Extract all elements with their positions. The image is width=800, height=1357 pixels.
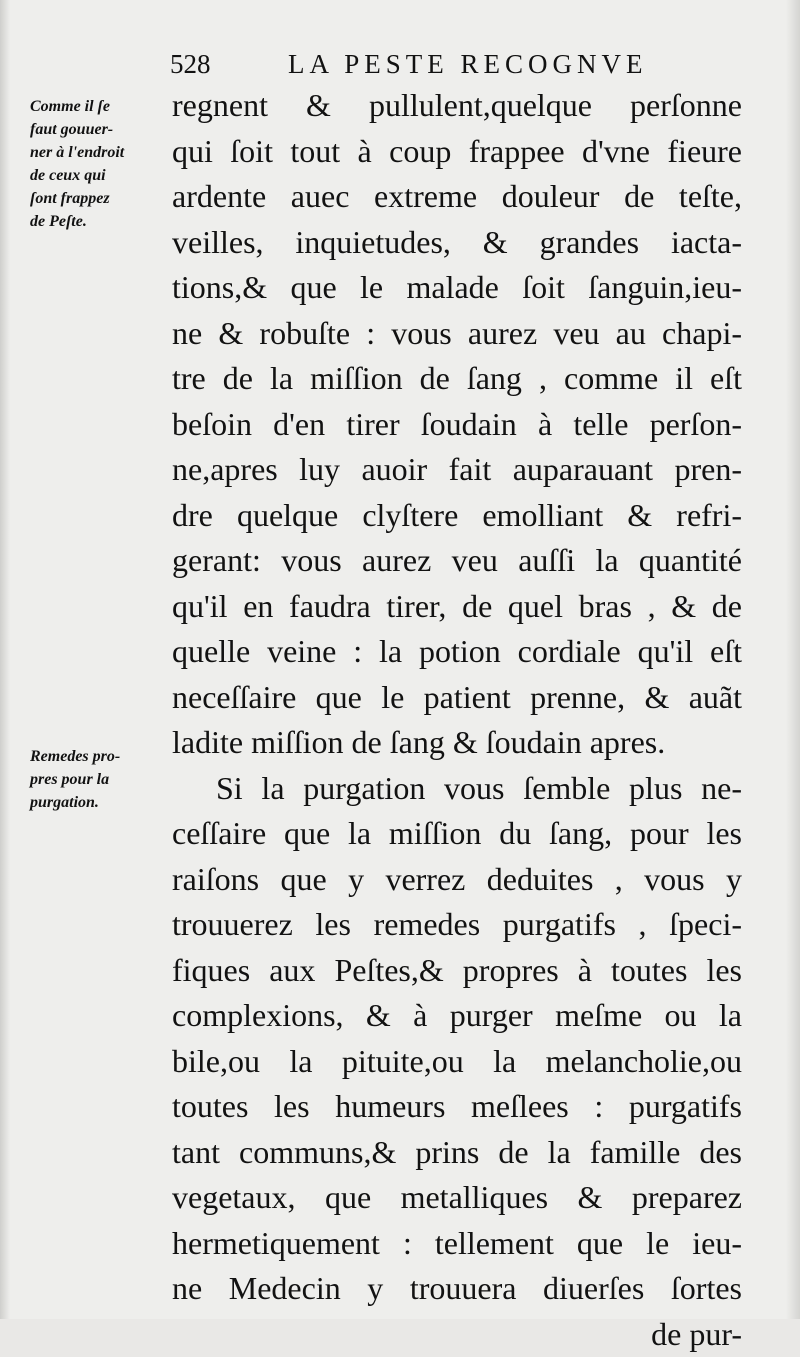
- text-line: ne,apres luy auoir fait auparauant pren-: [172, 447, 742, 493]
- page-left-edge-shadow: [0, 0, 10, 1319]
- text-line: tions,& que le malade ſoit ſanguin,ieu-: [172, 265, 742, 311]
- text-line: ne & robuſte : vous aurez veu au chapi-: [172, 311, 742, 357]
- margin-note-line: Remedes pro-: [30, 745, 170, 768]
- text-line: vegetaux, que metalliques & preparez: [172, 1175, 742, 1221]
- text-line: bile,ou la pituite,ou la melancholie,ou: [172, 1039, 742, 1085]
- text-line: gerant: vous aurez veu auſſi la quantité: [172, 538, 742, 584]
- text-line: raiſons que y verrez deduites , vous y: [172, 857, 742, 903]
- text-line: neceſſaire que le patient prenne, & auãt: [172, 675, 742, 721]
- margin-note-line: de Peſte.: [30, 210, 170, 233]
- margin-note-gouverner: [30, 95, 170, 233]
- margin-note-line: ner à l'endroit: [30, 141, 170, 164]
- text-line: fiques aux Peſtes,& propres à toutes les: [172, 948, 742, 994]
- text-line: tre de la miſſion de ſang , comme il eſt: [172, 356, 742, 402]
- body-text: [172, 83, 742, 1357]
- margin-note-line: Comme il ſe: [30, 95, 170, 118]
- margin-note-line: ſont frappez: [30, 187, 170, 210]
- text-line: dre quelque clyſtere emolliant & refri-: [172, 493, 742, 539]
- page-right-edge-shadow: [786, 0, 800, 1319]
- text-line: complexions, & à purger meſme ou la: [172, 993, 742, 1039]
- text-line: toutes les humeurs meſlees : purgatifs: [172, 1084, 742, 1130]
- text-line: regnent & pullulent,quelque perſonne: [172, 83, 742, 129]
- text-line: qu'il en faudra tirer, de quel bras , & de: [172, 584, 742, 630]
- page-number: 528: [170, 44, 211, 84]
- text-line: quelle veine : la potion cordiale qu'il eſt: [172, 629, 742, 675]
- text-line: trouuerez les remedes purgatifs , ſpeci-: [172, 902, 742, 948]
- text-line: Si la purgation vous ſemble plus ne-: [172, 766, 742, 812]
- text-line: ladite miſſion de ſang & ſoudain apres.: [172, 720, 742, 766]
- text-line: qui ſoit tout à coup frappee d'vne fieure: [172, 129, 742, 175]
- margin-note-line: pres pour la: [30, 768, 170, 791]
- text-line: veilles, inquietudes, & grandes iacta-: [172, 220, 742, 266]
- text-line: ardente auec extreme douleur de teſte,: [172, 174, 742, 220]
- running-head: [170, 44, 770, 84]
- margin-note-line: faut gouuer-: [30, 118, 170, 141]
- running-title: LA PESTE RECOGNVE: [288, 44, 648, 84]
- text-line: ceſſaire que la miſſion du ſang, pour les: [172, 811, 742, 857]
- text-line: ne Medecin y trouuera diuerſes ſortes: [172, 1266, 742, 1312]
- text-line: hermetiquement : tellement que le ieu-: [172, 1221, 742, 1267]
- text-line: tant communs,& prins de la famille des: [172, 1130, 742, 1176]
- catchword-line: de pur-: [172, 1312, 742, 1357]
- text-line: beſoin d'en tirer ſoudain à telle perſon-: [172, 402, 742, 448]
- margin-note-line: de ceux qui: [30, 164, 170, 187]
- margin-note-purgation: [30, 745, 170, 814]
- margin-note-line: purgation.: [30, 791, 170, 814]
